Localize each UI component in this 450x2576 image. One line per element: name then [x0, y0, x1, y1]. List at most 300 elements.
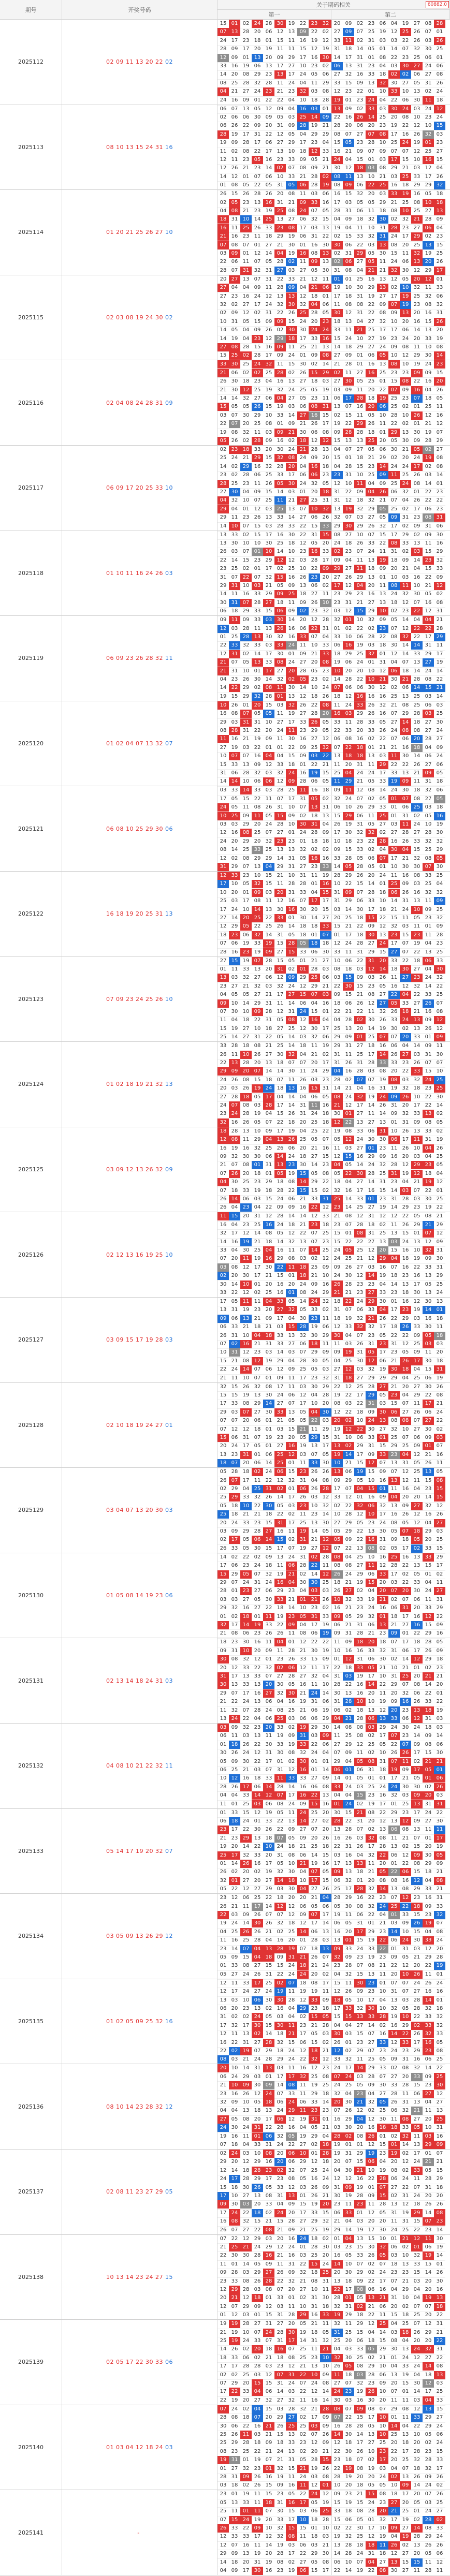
grid-cell: 07 — [277, 1077, 284, 1083]
grid-cell: 24 — [297, 1008, 309, 1016]
grid-cell: 22 — [425, 1102, 432, 1108]
grid-cell: 23 — [368, 1332, 375, 1338]
grid-cell: 18 — [354, 164, 366, 172]
grid-cell: 27 — [379, 293, 386, 299]
grid-cell: 05 — [379, 796, 386, 802]
grid-cell: 29 — [425, 182, 432, 188]
grid-cell: 04 — [309, 1408, 320, 1417]
grid-cell: 33 — [413, 173, 420, 180]
grid-cell: 05 — [288, 1418, 295, 1424]
grid-cell: 31 — [356, 1818, 364, 1824]
grid-cell: 12 — [217, 872, 229, 880]
grid-cell: 32 — [277, 634, 284, 640]
grid-cell: 23 — [331, 471, 343, 479]
grid-cell: 04 — [436, 225, 443, 231]
grid-cell: 30 — [288, 685, 295, 691]
grid-cell: 29 — [343, 812, 354, 820]
grid-cell: 01 — [252, 1161, 263, 1169]
grid-cell: 12 — [345, 608, 352, 614]
grid-cell: 06 — [423, 957, 434, 965]
grid-cell: 09 — [436, 923, 443, 930]
grid-cell: 04 — [220, 1929, 227, 1935]
grid-cell: 24 — [379, 1784, 386, 1790]
grid-cell: 05 — [309, 795, 320, 803]
grid-cell: 25 — [288, 1707, 295, 1713]
grid-cell: 33 — [265, 659, 272, 666]
grid-cell: 12 — [345, 310, 352, 316]
grid-cell: 19 — [368, 1596, 375, 1602]
grid-cell: 19 — [423, 1178, 434, 1186]
grid-cell: 17 — [288, 71, 295, 78]
grid-cell: 27 — [231, 1971, 238, 1977]
grid-cell: 16 — [242, 1145, 250, 1151]
grid-cell: 04 — [299, 285, 307, 291]
grid-cell: 09 — [345, 1034, 352, 1040]
grid-cell: 10 — [229, 522, 240, 531]
grid-cell: 33 — [436, 958, 443, 964]
grid-cell: 16 — [277, 532, 284, 538]
grid-cell: 21 — [277, 1418, 284, 1424]
grid-cell: 24 — [288, 387, 295, 393]
grid-cell: 14 — [333, 676, 341, 682]
grid-cell: 22 — [402, 1579, 409, 1585]
grid-cell: 28 — [402, 1196, 409, 1202]
grid-cell: 25 — [242, 1801, 250, 1807]
grid-cell: 03 — [311, 191, 318, 197]
grid-cell: 32 — [277, 1869, 284, 1875]
grid-cell: 05 — [288, 958, 295, 964]
grid-cell: 19 — [231, 1145, 238, 1151]
grid-cell: 14 — [288, 1043, 295, 1049]
grid-cell: 22 — [333, 114, 341, 120]
grid-cell: 04 — [299, 1128, 307, 1134]
grid-cell: 15 — [333, 455, 341, 461]
grid-cell: 33 — [356, 1128, 364, 1134]
grid-cell: 04 — [333, 1792, 341, 1799]
grid-cell: 07 — [242, 549, 250, 555]
grid-cell: 20 — [240, 914, 252, 922]
blue-ball: 13 — [165, 1081, 173, 1088]
blue-ball: 11 — [165, 1762, 173, 1770]
grid-cell: 17 — [263, 667, 274, 675]
table-row — [0, 190, 450, 275]
grid-cell: 06 — [309, 471, 320, 479]
grid-cell: 06 — [413, 1434, 420, 1440]
grid-cell: 06 — [231, 370, 238, 376]
grid-cell: 11 — [411, 1136, 423, 1144]
grid-cell: 15 — [436, 242, 443, 248]
grid-cell: 11 — [288, 1375, 295, 1381]
grid-cell: 16 — [379, 1264, 386, 1270]
grid-cell: 04 — [390, 21, 398, 26]
grid-cell: 02 — [229, 1340, 240, 1348]
grid-cell: 05 — [425, 191, 432, 197]
grid-cell: 13 — [220, 1451, 227, 1458]
grid-cell: 08 — [286, 1016, 297, 1024]
grid-cell: 11 — [288, 344, 295, 350]
red-balls: 05 14 17 19 20 32 — [106, 1847, 163, 1854]
grid-cell: 01 — [345, 455, 352, 461]
grid-cell: 22 — [311, 29, 318, 35]
grid-cell: 28 — [242, 140, 250, 146]
grid-cell: 12 — [425, 1239, 432, 1245]
grid-cell: 19 — [288, 711, 295, 717]
table-row — [0, 1894, 450, 1979]
grid-cell: 33 — [402, 1911, 409, 1918]
grid-cell: 05 — [377, 1868, 388, 1876]
grid-cell: 27 — [356, 370, 364, 376]
grid-cell: 25 — [274, 505, 286, 513]
grid-cell: 26 — [242, 1119, 250, 1125]
grid-cell: 13 — [320, 249, 331, 258]
grid-cell: 22 — [288, 744, 295, 750]
grid-cell: 25 — [265, 1145, 272, 1151]
blue-ball: 06 — [165, 1592, 173, 1599]
grid-cell: 16 — [288, 634, 295, 640]
grid-cell: 20 — [413, 1494, 420, 1500]
grid-cell: 17 — [229, 1851, 240, 1860]
grid-cell: 23 — [240, 1203, 252, 1212]
grid-cell: 13 — [368, 557, 375, 563]
grid-cell: 12 — [252, 1357, 263, 1365]
grid-cell: 31 — [333, 1059, 341, 1066]
grid-cell: 11 — [254, 625, 261, 631]
grid-cell: 26 — [402, 1511, 409, 1518]
grid-cell: 29 — [311, 1725, 318, 1730]
grid-cell: 21 — [254, 1511, 261, 1518]
grid-cell: 14 — [311, 1528, 318, 1534]
grid-cell: 12 — [322, 736, 329, 742]
grid-cell: 18 — [311, 97, 318, 103]
grid-cell: 25 — [254, 1221, 261, 1228]
grid-cell: 12 — [343, 1365, 354, 1374]
grid-cell: 20 — [265, 123, 272, 129]
grid-cell: 30 — [242, 1247, 250, 1253]
grid-cell: 33 — [413, 651, 420, 657]
grid-cell: 06 — [436, 293, 443, 299]
grid-cell: 18 — [265, 1511, 272, 1518]
grid-cell: 29 — [331, 565, 343, 573]
grid-cell: 25 — [220, 1034, 227, 1040]
grid-cell: 16 — [299, 736, 307, 742]
grid-cell: 19 — [277, 1733, 284, 1739]
grid-cell: 23 — [286, 1613, 297, 1621]
grid-cell: 07 — [240, 710, 252, 718]
grid-cell: 03 — [265, 506, 272, 512]
red-balls: 01 10 11 16 24 26 — [106, 569, 163, 577]
grid-cell: 07 — [220, 1008, 227, 1014]
grid-cell: 08 — [345, 1213, 352, 1219]
grid-cell: 16 — [434, 812, 445, 820]
grid-cell: 07 — [356, 889, 364, 895]
red-balls: 01 02 18 19 21 32 — [106, 1081, 163, 1088]
grid-cell: 03 — [277, 1426, 284, 1432]
grid-cell: 30 — [265, 1264, 272, 1270]
grid-cell: 16 — [297, 105, 309, 113]
grid-cell: 27 — [425, 761, 432, 768]
grid-cell: 30 — [413, 1784, 420, 1790]
grid-cell: 18 — [356, 455, 364, 461]
grid-cell: 18 — [299, 1043, 307, 1049]
grid-cell: 10 — [331, 667, 343, 675]
grid-cell: 20 — [345, 1929, 352, 1935]
grid-cell: 19 — [436, 659, 443, 666]
grid-cell: 23 — [229, 931, 240, 939]
grid-cell: 12 — [322, 1256, 329, 1262]
grid-cell: 24 — [356, 770, 364, 776]
grid-cell: 08 — [220, 727, 227, 733]
grid-cell: 17 — [322, 1443, 329, 1449]
grid-cell: 30 — [242, 1758, 250, 1764]
grid-cell: 28 — [252, 437, 263, 445]
grid-cell: 25 — [231, 80, 238, 86]
grid-cell: 06 — [368, 855, 375, 861]
grid-cell: 08 — [413, 480, 420, 487]
grid-cell: 20 — [390, 114, 398, 120]
grid-cell: 03 — [254, 1767, 261, 1773]
grid-cell: 11 — [288, 1383, 295, 1390]
grid-cell: 25 — [356, 651, 364, 657]
grid-cell: 15 — [345, 1809, 352, 1816]
grid-cell: 16 — [402, 1247, 409, 1253]
grid-cell: 32 — [265, 838, 272, 844]
grid-cell: 03 — [400, 1187, 411, 1195]
grid-cell: 25 — [311, 744, 318, 750]
grid-cell: 11 — [343, 786, 354, 794]
grid-cell: 20 — [231, 1256, 238, 1262]
grid-cell: 28 — [388, 224, 400, 232]
grid-cell: 24 — [311, 1111, 318, 1117]
grid-cell: 26 — [311, 1485, 318, 1492]
grid-cell: 10 — [390, 1665, 398, 1671]
grid-cell: 11 — [425, 898, 432, 904]
grid-cell: 32 — [354, 1502, 366, 1510]
grid-cell: 31 — [220, 574, 227, 580]
grid-cell: 06 — [311, 1630, 318, 1637]
grid-cell: 28 — [277, 285, 284, 291]
grid-cell: 08 — [379, 54, 386, 61]
grid-cell: 24 — [423, 1076, 434, 1084]
grid-cell: 11 — [366, 1562, 377, 1570]
grid-cell: 25 — [299, 1520, 307, 1526]
table-row — [0, 1553, 450, 1639]
grid-cell: 26 — [220, 378, 227, 385]
grid-cell: 28 — [299, 881, 307, 887]
grid-cell: 18 — [434, 199, 445, 207]
grid-cell: 25 — [345, 1256, 352, 1262]
grid-cell: 10 — [240, 1647, 252, 1655]
grid-cell: 07 — [333, 1545, 341, 1551]
grid-cell: 30 — [425, 1358, 432, 1364]
grid-cell: 23 — [311, 608, 318, 614]
grid-cell: 14 — [413, 753, 420, 759]
grid-cell: 01 — [265, 1418, 272, 1424]
grid-cell: 25 — [263, 215, 274, 224]
grid-cell: 29 — [220, 582, 227, 588]
grid-cell: 33 — [299, 719, 307, 725]
grid-cell: 01 — [377, 1613, 388, 1621]
grid-cell: 06 — [413, 71, 420, 78]
grid-cell: 13 — [354, 1860, 366, 1868]
grid-cell: 20 — [220, 1665, 227, 1671]
grid-cell: 33 — [388, 1715, 400, 1723]
grid-cell: 20 — [345, 123, 352, 129]
grid-cell: 11 — [322, 1563, 329, 1569]
grid-cell: 29 — [333, 523, 341, 529]
grid-cell: 21 — [220, 1162, 227, 1168]
grid-cell: 31 — [390, 549, 398, 555]
grid-cell: 05 — [345, 1613, 352, 1620]
grid-cell: 24 — [297, 1970, 309, 1979]
grid-cell: 13 — [425, 327, 432, 333]
grid-cell: 06 — [390, 489, 398, 495]
grid-cell: 30 — [265, 1741, 272, 1747]
grid-cell: 24 — [299, 480, 307, 487]
grid-cell: 14 — [240, 786, 252, 794]
grid-cell: 09 — [436, 1860, 443, 1866]
grid-cell: 17 — [411, 1357, 423, 1365]
grid-cell: 32 — [368, 1324, 375, 1330]
grid-cell: 17 — [411, 463, 423, 471]
grid-cell: 29 — [254, 855, 261, 861]
grid-cell: 09 — [242, 813, 250, 819]
grid-cell: 26 — [288, 1656, 295, 1662]
grid-cell: 15 — [286, 948, 297, 956]
grid-cell: 25 — [411, 803, 423, 812]
grid-cell: 10 — [263, 1843, 274, 1851]
grid-cell: 05 — [368, 199, 375, 205]
grid-cell: 12 — [413, 1520, 420, 1526]
grid-cell: 15 — [217, 403, 229, 411]
table-row — [0, 786, 450, 872]
grid-cell: 27 — [343, 1587, 354, 1595]
grid-cell: 04 — [231, 506, 238, 512]
grid-cell: 24 — [288, 352, 295, 359]
grid-cell: 10 — [242, 1008, 250, 1014]
grid-cell: 23 — [425, 915, 432, 921]
grid-cell: 33 — [425, 873, 432, 878]
grid-cell: 25 — [254, 1895, 261, 1901]
grid-cell: 14 — [436, 472, 443, 478]
grid-cell: 13 — [413, 1239, 420, 1245]
grid-cell: 25 — [333, 1025, 341, 1032]
grid-cell: 29 — [274, 335, 286, 343]
grid-cell: 16 — [413, 1613, 420, 1620]
grid-cell: 05 — [299, 395, 307, 401]
grid-cell: 12 — [242, 1349, 250, 1356]
grid-cell: 07 — [242, 523, 250, 529]
table-row — [0, 20, 450, 105]
grid-cell: 12 — [333, 1324, 341, 1330]
grid-cell: 07 — [333, 1750, 341, 1756]
grid-cell: 05 — [434, 795, 445, 803]
grid-cell: 32 — [356, 830, 364, 836]
grid-cell: 32 — [277, 676, 284, 682]
grid-cell: 24 — [425, 106, 432, 112]
grid-cell: 27 — [254, 1409, 261, 1415]
grid-cell: 03 — [277, 1324, 284, 1330]
grid-cell: 09 — [425, 1256, 432, 1262]
grid-cell: 06 — [254, 778, 261, 785]
grid-cell: 29 — [322, 1426, 329, 1432]
grid-cell: 18 — [254, 1170, 261, 1176]
grid-cell: 09 — [242, 1911, 250, 1918]
grid-cell: 27 — [413, 1000, 420, 1006]
grid-cell: 01 — [229, 1877, 240, 1885]
grid-cell: 12 — [274, 556, 286, 565]
grid-cell: 11 — [220, 1017, 227, 1023]
grid-cell: 08 — [345, 267, 352, 273]
grid-cell: 23 — [254, 208, 261, 214]
grid-cell: 14 — [425, 1494, 432, 1500]
grid-cell: 26 — [402, 1221, 409, 1228]
grid-cell: 30 — [242, 412, 250, 418]
grid-cell: 20 — [436, 1682, 443, 1688]
grid-cell: 15 — [333, 335, 341, 342]
grid-cell: 18 — [288, 540, 295, 546]
grid-cell: 10 — [368, 1699, 375, 1705]
grid-cell: 20 — [413, 310, 420, 316]
grid-cell: 04 — [423, 1144, 434, 1153]
grid-cell: 02 — [390, 1656, 398, 1662]
grid-cell: 32 — [402, 216, 409, 223]
grid-cell: 13 — [379, 591, 386, 597]
grid-cell: 07 — [402, 46, 409, 52]
grid-cell: 06 — [286, 1664, 297, 1672]
grid-cell: 03 — [265, 523, 272, 529]
grid-cell: 04 — [274, 394, 286, 403]
grid-cell: 08 — [368, 1809, 375, 1816]
grid-cell: 25 — [402, 472, 409, 478]
grid-cell: 14 — [220, 685, 227, 691]
grid-cell: 33 — [423, 1553, 434, 1562]
grid-header: 关于期码相关 — [217, 0, 450, 10]
grid-cell: 02 — [322, 1187, 329, 1194]
grid-cell: 32 — [368, 617, 375, 623]
grid-cell: 04 — [436, 1170, 443, 1176]
grid-cell: 01 — [379, 46, 386, 52]
grid-cell: 14 — [220, 778, 227, 785]
grid-cell: 23 — [277, 156, 284, 163]
grid-cell: 01 — [229, 20, 240, 28]
grid-cell: 21 — [345, 1579, 352, 1585]
grid-cell: 27 — [297, 496, 309, 505]
grid-cell: 16 — [356, 1647, 364, 1654]
grid-cell: 22 — [356, 676, 364, 682]
grid-cell: 07 — [400, 1741, 411, 1749]
red-balls: 06 09 17 20 25 33 — [106, 484, 163, 492]
grid-cell: 33 — [299, 1775, 307, 1782]
grid-cell: 19 — [309, 769, 320, 777]
blue-ball: 03 — [165, 1677, 173, 1684]
grid-cell: 31 — [379, 225, 386, 231]
grid-cell: 01 — [288, 1639, 295, 1645]
grid-cell: 25 — [274, 1715, 286, 1723]
grid-cell: 01 — [379, 651, 386, 657]
grid-cell: 32 — [231, 497, 238, 504]
grid-cell: 17 — [231, 1622, 238, 1628]
grid-cell: 11 — [402, 250, 409, 256]
grid-cell: 19 — [220, 1920, 227, 1926]
grid-cell: 04 — [425, 387, 432, 393]
grid-cell: 15 — [277, 37, 284, 43]
grid-cell: 32 — [368, 216, 375, 223]
grid-cell: 03 — [379, 753, 386, 759]
grid-cell: 16 — [390, 182, 398, 188]
grid-cell: 19 — [333, 285, 341, 291]
grid-cell: 17 — [254, 1273, 261, 1279]
grid-cell: 02 — [333, 250, 341, 256]
